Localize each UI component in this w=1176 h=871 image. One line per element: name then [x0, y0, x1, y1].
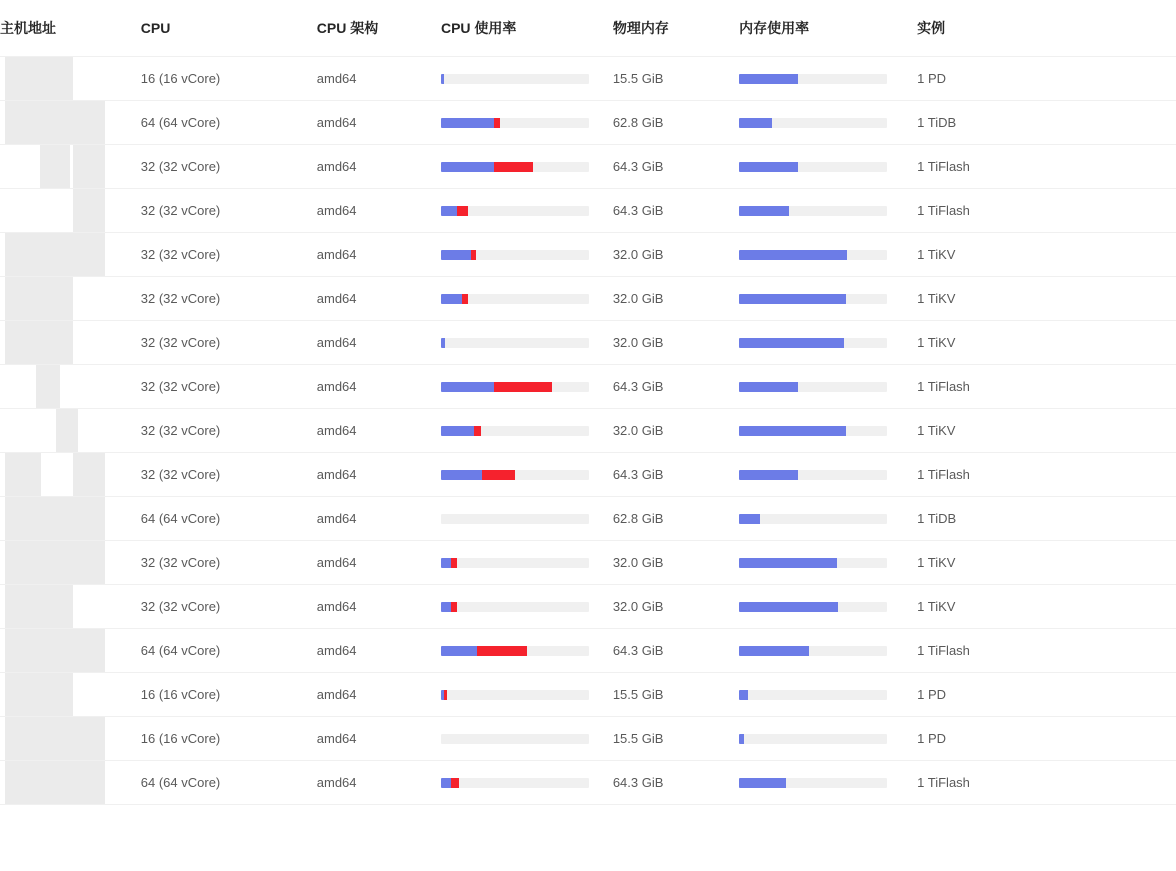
- instance-cell: 1 TiFlash: [917, 145, 1176, 189]
- host-address-redacted: [0, 717, 141, 760]
- cpu-usage-bar-user: [441, 162, 494, 172]
- cpu-usage-bar: [441, 294, 589, 304]
- cpu-usage-bar-user: [441, 558, 451, 568]
- table-row[interactable]: [0, 57, 1176, 101]
- host-address-redacted: [0, 761, 141, 804]
- cpu-usage-bar-system: [482, 470, 515, 480]
- cpu-usage-bar-system: [451, 558, 457, 568]
- cpu-usage-bar: [441, 338, 589, 348]
- cpu-usage-bar: [441, 646, 589, 656]
- host-address-cell: [0, 277, 141, 321]
- table-row[interactable]: [0, 101, 1176, 145]
- cpu-cell: 16 (16 vCore): [141, 717, 317, 761]
- cpu-arch-cell: amd64: [317, 541, 441, 585]
- cpu-usage-bar: [441, 382, 589, 392]
- host-address-redacted: [0, 277, 141, 320]
- cpu-cell: 16 (16 vCore): [141, 673, 317, 717]
- memory-usage-cell: [739, 277, 917, 321]
- redaction-block: [5, 629, 105, 672]
- cpu-usage-bar-user: [441, 206, 457, 216]
- cpu-arch-cell: amd64: [317, 497, 441, 541]
- memory-usage-cell: [739, 497, 917, 541]
- physical-memory-cell: 62.8 GiB: [613, 101, 739, 145]
- memory-usage-cell: [739, 189, 917, 233]
- cpu-cell: 32 (32 vCore): [141, 409, 317, 453]
- redaction-block: [5, 717, 105, 760]
- redaction-block: [5, 541, 73, 584]
- host-address-cell: [0, 57, 141, 101]
- cpu-usage-bar-system: [477, 646, 527, 656]
- cpu-usage-bar: [441, 250, 589, 260]
- memory-usage-bar: [739, 558, 887, 568]
- redaction-block: [73, 541, 105, 584]
- memory-usage-bar-used: [739, 778, 786, 788]
- physical-memory-cell: 32.0 GiB: [613, 233, 739, 277]
- memory-usage-cell: [739, 453, 917, 497]
- redaction-block: [73, 453, 105, 496]
- table-row[interactable]: [0, 761, 1176, 805]
- cpu-usage-cell: [441, 409, 613, 453]
- cpu-cell: 32 (32 vCore): [141, 453, 317, 497]
- memory-usage-cell: [739, 585, 917, 629]
- host-address-redacted: [0, 629, 141, 672]
- physical-memory-cell: 32.0 GiB: [613, 277, 739, 321]
- memory-usage-cell: [739, 541, 917, 585]
- memory-usage-cell: [739, 233, 917, 277]
- cpu-usage-bar-user: [441, 338, 445, 348]
- table-row[interactable]: [0, 541, 1176, 585]
- memory-usage-bar-used: [739, 162, 798, 172]
- host-address-cell: [0, 629, 141, 673]
- host-address-redacted: [0, 101, 141, 144]
- cpu-usage-bar-system: [451, 602, 457, 612]
- memory-usage-bar-used: [739, 470, 798, 480]
- host-address-cell: [0, 101, 141, 145]
- cpu-cell: 32 (32 vCore): [141, 145, 317, 189]
- table-row[interactable]: [0, 585, 1176, 629]
- memory-usage-bar: [739, 646, 887, 656]
- cpu-cell: 32 (32 vCore): [141, 365, 317, 409]
- memory-usage-bar-used: [739, 558, 837, 568]
- redaction-block: [73, 189, 105, 232]
- host-address-redacted: [0, 189, 141, 232]
- physical-memory-cell: 15.5 GiB: [613, 673, 739, 717]
- memory-usage-cell: [739, 57, 917, 101]
- table-row[interactable]: [0, 673, 1176, 717]
- cpu-arch-cell: amd64: [317, 717, 441, 761]
- cpu-arch-cell: amd64: [317, 277, 441, 321]
- table-row[interactable]: [0, 365, 1176, 409]
- host-address-cell: [0, 673, 141, 717]
- host-address-cell: [0, 365, 141, 409]
- column-header-cpu-arch[interactable]: CPU 架构: [317, 0, 441, 57]
- memory-usage-bar-used: [739, 382, 798, 392]
- cpu-arch-cell: amd64: [317, 673, 441, 717]
- memory-usage-bar-used: [739, 74, 798, 84]
- cpu-usage-bar-system: [462, 294, 468, 304]
- cpu-usage-bar: [441, 558, 589, 568]
- host-address-cell: [0, 189, 141, 233]
- cpu-cell: 32 (32 vCore): [141, 189, 317, 233]
- table-header: [0, 0, 1176, 57]
- physical-memory-cell: 64.3 GiB: [613, 761, 739, 805]
- cpu-cell: 32 (32 vCore): [141, 585, 317, 629]
- redaction-block: [5, 673, 73, 716]
- cpu-arch-cell: amd64: [317, 585, 441, 629]
- physical-memory-cell: 64.3 GiB: [613, 145, 739, 189]
- table-row[interactable]: [0, 277, 1176, 321]
- cpu-usage-cell: [441, 277, 613, 321]
- redaction-block: [36, 365, 60, 408]
- physical-memory-cell: 32.0 GiB: [613, 541, 739, 585]
- table-row[interactable]: [0, 145, 1176, 189]
- instance-cell: 1 PD: [917, 57, 1176, 101]
- host-address-redacted: [0, 673, 141, 716]
- memory-usage-bar-used: [739, 602, 838, 612]
- memory-usage-bar: [739, 382, 887, 392]
- cpu-usage-cell: [441, 233, 613, 277]
- memory-usage-cell: [739, 629, 917, 673]
- table-body: [0, 57, 1176, 805]
- cpu-usage-cell: [441, 145, 613, 189]
- table-row[interactable]: [0, 497, 1176, 541]
- cpu-usage-cell: [441, 365, 613, 409]
- redaction-block: [73, 101, 105, 144]
- host-address-cell: [0, 321, 141, 365]
- cpu-usage-bar-system: [474, 426, 481, 436]
- cpu-usage-bar: [441, 74, 589, 84]
- memory-usage-cell: [739, 145, 917, 189]
- cpu-usage-cell: [441, 541, 613, 585]
- cpu-cell: 32 (32 vCore): [141, 541, 317, 585]
- host-address-redacted: [0, 233, 141, 276]
- memory-usage-bar: [739, 734, 887, 744]
- redaction-block: [5, 321, 73, 364]
- host-address-redacted: [0, 453, 141, 496]
- instance-cell: 1 PD: [917, 673, 1176, 717]
- cpu-usage-bar: [441, 734, 589, 744]
- memory-usage-cell: [739, 365, 917, 409]
- redaction-block: [5, 761, 73, 804]
- host-address-redacted: [0, 585, 141, 628]
- memory-usage-bar: [739, 778, 887, 788]
- cpu-arch-cell: amd64: [317, 321, 441, 365]
- instance-cell: 1 TiKV: [917, 277, 1176, 321]
- cpu-usage-cell: [441, 761, 613, 805]
- redaction-block: [5, 57, 73, 100]
- host-address-cell: [0, 585, 141, 629]
- physical-memory-cell: 62.8 GiB: [613, 497, 739, 541]
- cpu-cell: 32 (32 vCore): [141, 233, 317, 277]
- cpu-arch-cell: amd64: [317, 189, 441, 233]
- cpu-usage-cell: [441, 497, 613, 541]
- physical-memory-cell: 64.3 GiB: [613, 629, 739, 673]
- table-row[interactable]: [0, 453, 1176, 497]
- physical-memory-cell: 64.3 GiB: [613, 365, 739, 409]
- memory-usage-bar: [739, 74, 887, 84]
- instance-cell: 1 TiFlash: [917, 761, 1176, 805]
- table-header-row: [0, 0, 1176, 57]
- redaction-block: [73, 761, 105, 804]
- cpu-usage-cell: [441, 585, 613, 629]
- memory-usage-bar-used: [739, 734, 743, 744]
- cpu-arch-cell: amd64: [317, 409, 441, 453]
- cpu-usage-bar-system: [451, 778, 458, 788]
- host-address-cell: [0, 233, 141, 277]
- cpu-usage-bar-system: [494, 162, 532, 172]
- memory-usage-bar: [739, 294, 887, 304]
- cpu-cell: 32 (32 vCore): [141, 277, 317, 321]
- cpu-usage-bar-user: [441, 426, 474, 436]
- host-address-cell: [0, 409, 141, 453]
- memory-usage-bar: [739, 426, 887, 436]
- memory-usage-bar-used: [739, 294, 846, 304]
- table-row[interactable]: [0, 409, 1176, 453]
- memory-usage-cell: [739, 673, 917, 717]
- memory-usage-bar: [739, 690, 887, 700]
- memory-usage-bar: [739, 338, 887, 348]
- physical-memory-cell: 15.5 GiB: [613, 717, 739, 761]
- cpu-arch-cell: amd64: [317, 761, 441, 805]
- cpu-arch-cell: amd64: [317, 233, 441, 277]
- physical-memory-cell: 32.0 GiB: [613, 321, 739, 365]
- memory-usage-bar-used: [739, 250, 847, 260]
- redaction-block: [5, 453, 41, 496]
- cpu-usage-bar-user: [441, 602, 451, 612]
- cpu-usage-bar-user: [441, 470, 482, 480]
- cpu-usage-cell: [441, 453, 613, 497]
- redaction-block: [40, 145, 70, 188]
- cpu-usage-cell: [441, 101, 613, 145]
- host-address-cell: [0, 497, 141, 541]
- host-address-redacted: [0, 145, 141, 188]
- table-row[interactable]: [0, 629, 1176, 673]
- instance-cell: 1 TiFlash: [917, 365, 1176, 409]
- column-header-memory[interactable]: 物理内存: [613, 0, 739, 57]
- memory-usage-bar-used: [739, 426, 846, 436]
- physical-memory-cell: 32.0 GiB: [613, 409, 739, 453]
- cpu-cell: 32 (32 vCore): [141, 321, 317, 365]
- cpu-usage-bar: [441, 206, 589, 216]
- host-address-redacted: [0, 541, 141, 584]
- instance-cell: 1 PD: [917, 717, 1176, 761]
- memory-usage-cell: [739, 409, 917, 453]
- instance-cell: 1 TiFlash: [917, 189, 1176, 233]
- cpu-usage-bar: [441, 118, 589, 128]
- cpu-usage-bar-user: [441, 646, 477, 656]
- host-address-redacted: [0, 365, 141, 408]
- column-header-cpu[interactable]: CPU: [141, 0, 317, 57]
- cpu-usage-bar: [441, 514, 589, 524]
- redaction-block: [5, 101, 73, 144]
- cpu-usage-bar-system: [444, 690, 447, 700]
- cpu-usage-bar: [441, 778, 589, 788]
- cpu-cell: 64 (64 vCore): [141, 761, 317, 805]
- table-row[interactable]: [0, 189, 1176, 233]
- instance-cell: 1 TiFlash: [917, 629, 1176, 673]
- cpu-arch-cell: amd64: [317, 365, 441, 409]
- cpu-usage-bar-user: [441, 382, 494, 392]
- cpu-usage-cell: [441, 629, 613, 673]
- column-header-cpu-usage[interactable]: CPU 使用率: [441, 0, 613, 57]
- cpu-cell: 64 (64 vCore): [141, 629, 317, 673]
- cpu-usage-bar-system: [494, 382, 552, 392]
- column-header-instance[interactable]: 实例: [917, 0, 1176, 57]
- host-address-cell: [0, 541, 141, 585]
- table-row[interactable]: [0, 321, 1176, 365]
- cpu-usage-bar-user: [441, 74, 444, 84]
- memory-usage-bar: [739, 162, 887, 172]
- physical-memory-cell: 64.3 GiB: [613, 189, 739, 233]
- host-address-cell: [0, 453, 141, 497]
- column-header-memory-usage[interactable]: 内存使用率: [739, 0, 917, 57]
- instance-cell: 1 TiFlash: [917, 453, 1176, 497]
- cpu-usage-cell: [441, 717, 613, 761]
- memory-usage-bar-used: [739, 514, 760, 524]
- cpu-usage-bar: [441, 690, 589, 700]
- memory-usage-cell: [739, 101, 917, 145]
- host-address-redacted: [0, 321, 141, 364]
- redaction-block: [73, 145, 105, 188]
- cpu-arch-cell: amd64: [317, 145, 441, 189]
- cpu-usage-bar-system: [457, 206, 467, 216]
- cpu-usage-cell: [441, 321, 613, 365]
- cpu-usage-bar-user: [441, 778, 451, 788]
- memory-usage-bar: [739, 206, 887, 216]
- cpu-usage-bar: [441, 162, 589, 172]
- cpu-cell: 64 (64 vCore): [141, 101, 317, 145]
- memory-usage-bar-used: [739, 206, 789, 216]
- instance-cell: 1 TiDB: [917, 101, 1176, 145]
- memory-usage-bar: [739, 602, 887, 612]
- cpu-usage-bar: [441, 426, 589, 436]
- memory-usage-bar: [739, 250, 887, 260]
- cpu-usage-cell: [441, 673, 613, 717]
- cpu-usage-cell: [441, 57, 613, 101]
- memory-usage-bar: [739, 118, 887, 128]
- physical-memory-cell: 32.0 GiB: [613, 585, 739, 629]
- cpu-usage-bar: [441, 602, 589, 612]
- cpu-cell: 64 (64 vCore): [141, 497, 317, 541]
- redaction-block: [5, 233, 105, 276]
- cpu-arch-cell: amd64: [317, 629, 441, 673]
- instance-cell: 1 TiKV: [917, 585, 1176, 629]
- table-row[interactable]: [0, 717, 1176, 761]
- cpu-usage-bar-user: [441, 250, 471, 260]
- memory-usage-bar-used: [739, 690, 748, 700]
- cpu-arch-cell: amd64: [317, 57, 441, 101]
- memory-usage-bar-used: [739, 338, 844, 348]
- redaction-block: [56, 409, 78, 452]
- host-address-redacted: [0, 497, 141, 540]
- cpu-arch-cell: amd64: [317, 453, 441, 497]
- memory-usage-cell: [739, 761, 917, 805]
- physical-memory-cell: 64.3 GiB: [613, 453, 739, 497]
- table-row[interactable]: [0, 233, 1176, 277]
- redaction-block: [5, 497, 105, 540]
- memory-usage-bar-used: [739, 646, 809, 656]
- memory-usage-bar: [739, 470, 887, 480]
- instance-cell: 1 TiKV: [917, 321, 1176, 365]
- instance-cell: 1 TiKV: [917, 541, 1176, 585]
- cpu-usage-bar-user: [441, 294, 462, 304]
- redaction-block: [5, 277, 73, 320]
- physical-memory-cell: 15.5 GiB: [613, 57, 739, 101]
- instance-cell: 1 TiDB: [917, 497, 1176, 541]
- instance-cell: 1 TiKV: [917, 233, 1176, 277]
- host-address-cell: [0, 717, 141, 761]
- cpu-arch-cell: amd64: [317, 101, 441, 145]
- host-address-redacted: [0, 409, 141, 452]
- column-header-host[interactable]: 主机地址: [0, 0, 141, 57]
- cpu-usage-bar-system: [494, 118, 500, 128]
- host-address-cell: [0, 761, 141, 805]
- memory-usage-cell: [739, 321, 917, 365]
- memory-usage-bar: [739, 514, 887, 524]
- host-address-redacted: [0, 57, 141, 100]
- cpu-usage-cell: [441, 189, 613, 233]
- memory-usage-bar-used: [739, 118, 772, 128]
- instance-cell: 1 TiKV: [917, 409, 1176, 453]
- cpu-usage-bar: [441, 470, 589, 480]
- cpu-cell: 16 (16 vCore): [141, 57, 317, 101]
- memory-usage-cell: [739, 717, 917, 761]
- cpu-usage-bar-user: [441, 118, 494, 128]
- cpu-usage-bar-system: [471, 250, 477, 260]
- host-address-cell: [0, 145, 141, 189]
- redaction-block: [5, 585, 73, 628]
